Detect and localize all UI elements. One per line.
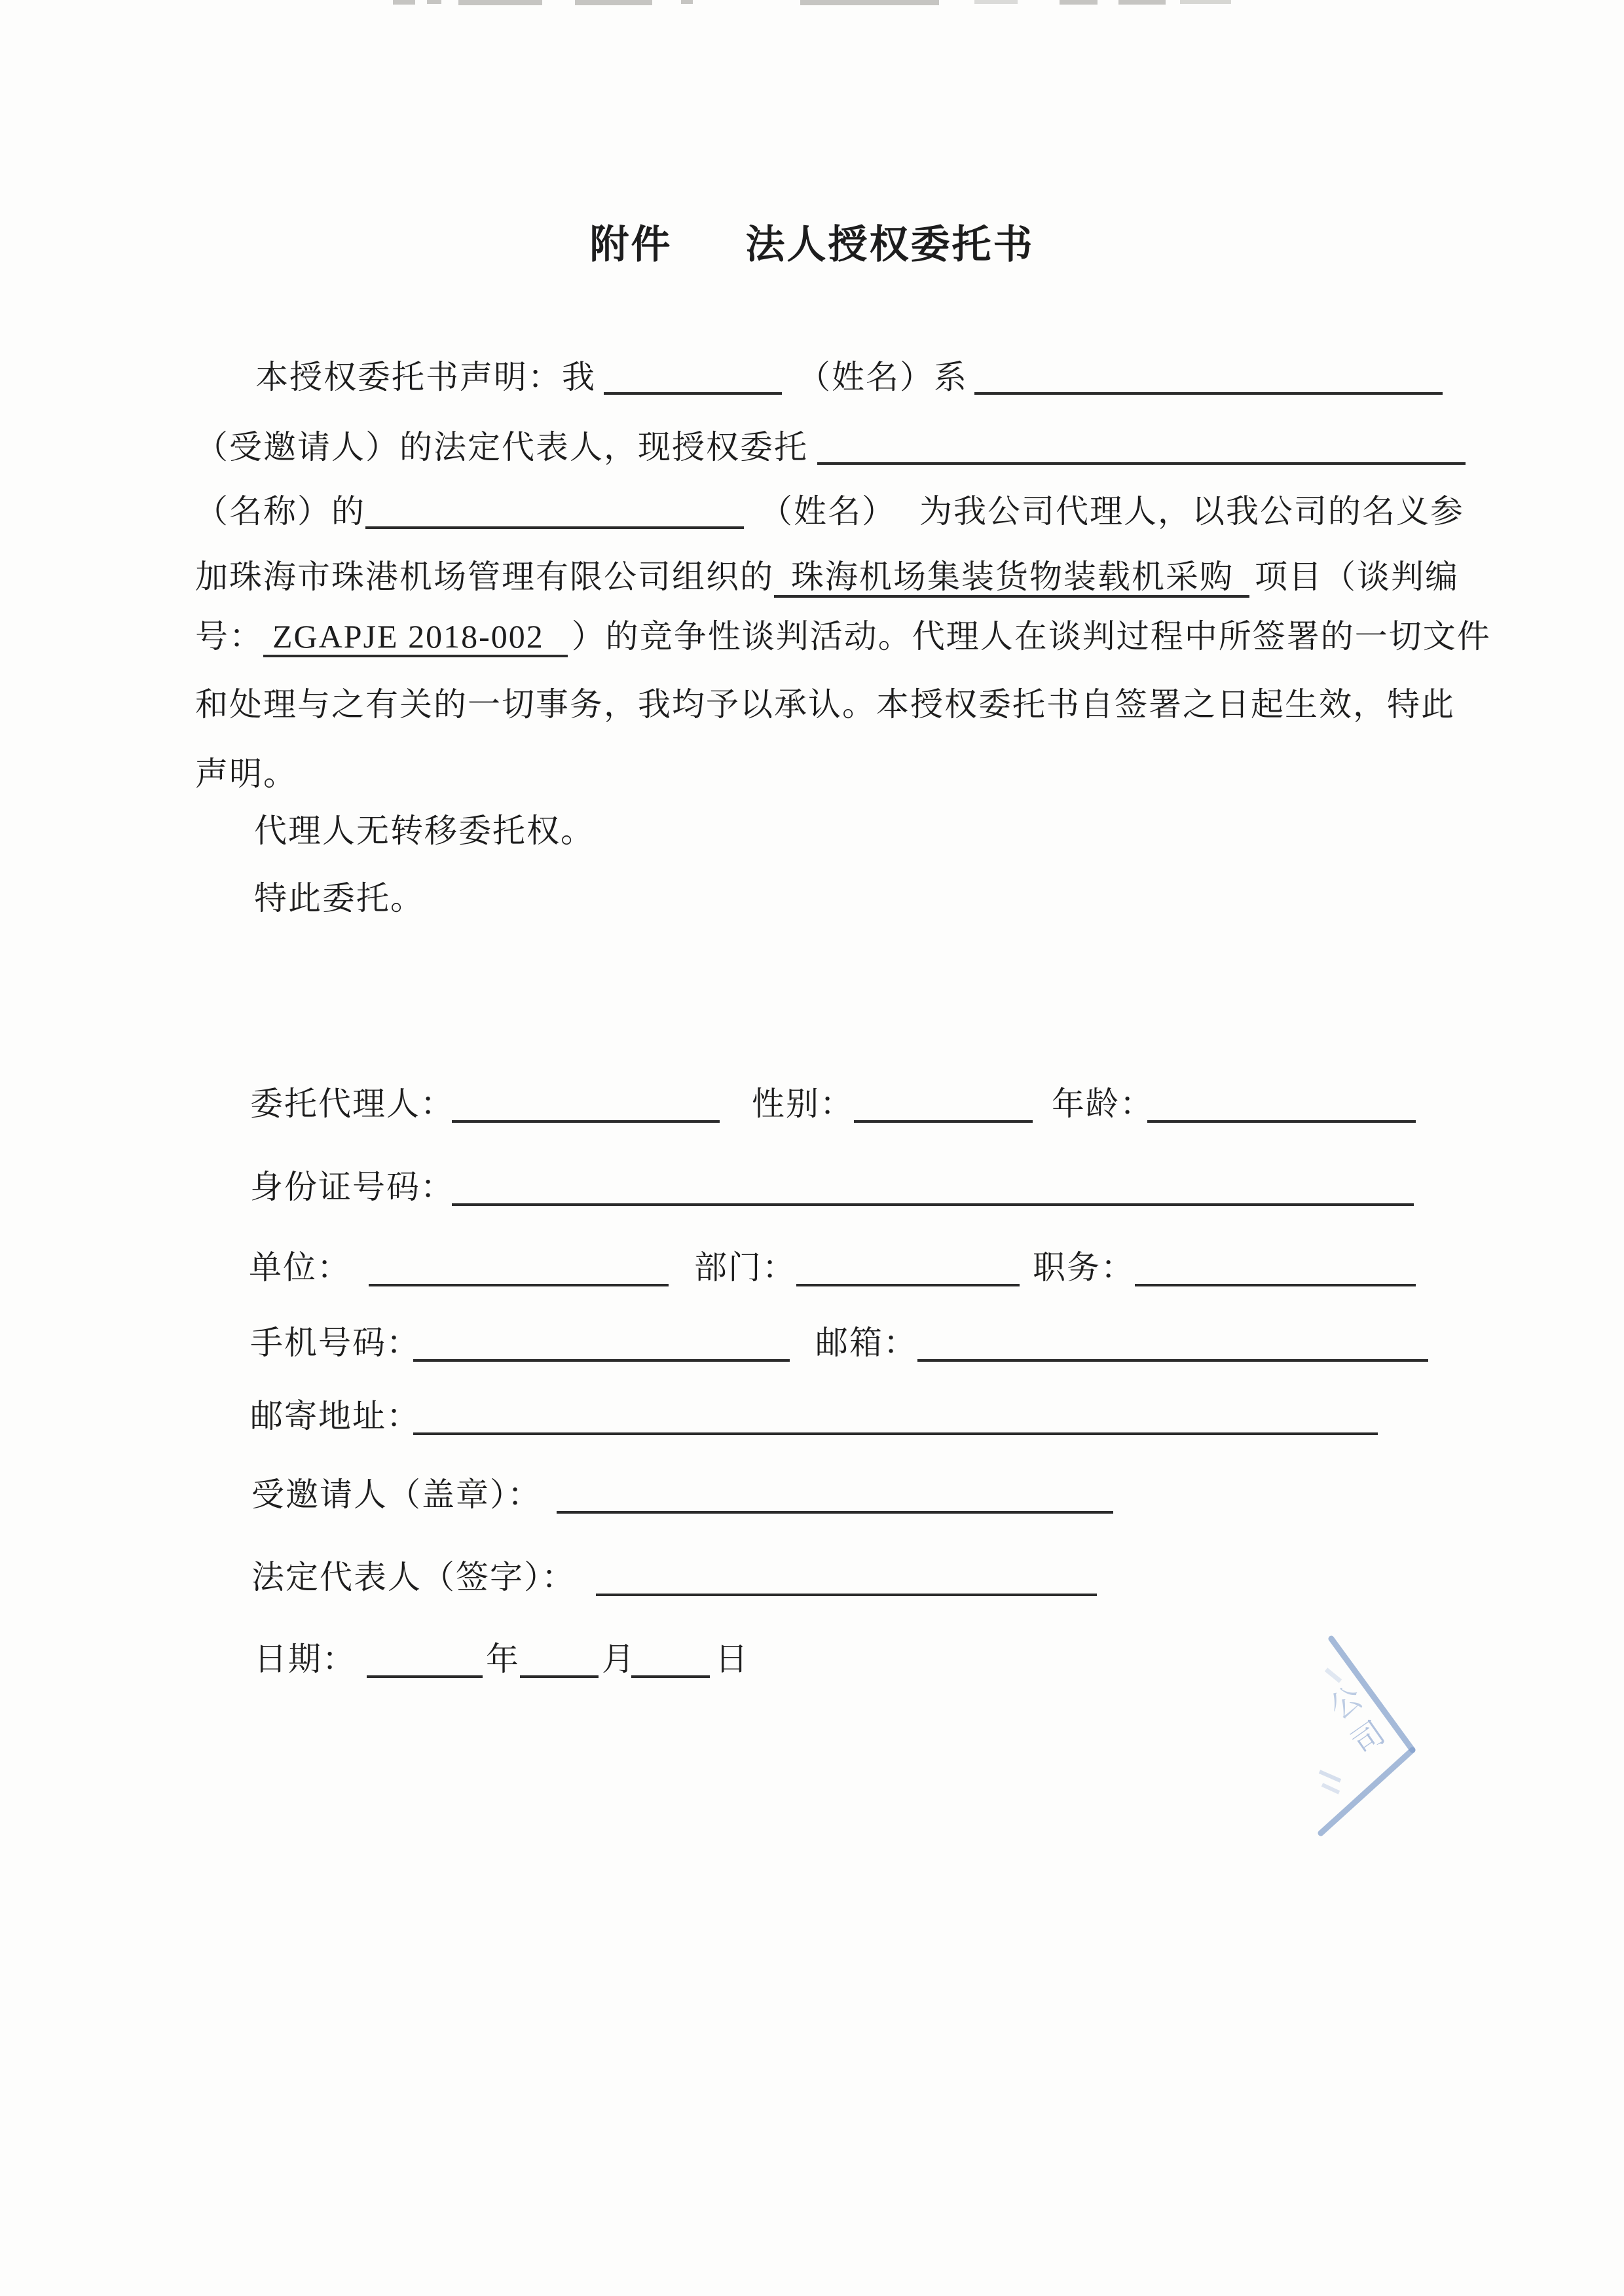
legal-rep-label: 法定代表人（签字）：	[251, 1559, 576, 1595]
form-row-mobile	[0, 1322, 1624, 1370]
scan-artifact	[974, 0, 1018, 4]
line1-name-hint: （姓名）系	[798, 359, 968, 395]
paragraph-line-9	[254, 877, 424, 919]
seal-char-si: 司	[1345, 1715, 1392, 1762]
paragraph-line-3	[195, 490, 1464, 532]
line4-text: 加珠海市珠港机场管理有限公司组织的	[195, 558, 774, 595]
month-label: 月	[602, 1641, 636, 1677]
scan-artifact	[1060, 0, 1098, 5]
paragraph-line-5	[195, 615, 1491, 657]
legal-rep-blank	[596, 1557, 1097, 1596]
scan-artifact	[575, 0, 652, 5]
age-blank	[1147, 1084, 1416, 1123]
email-blank	[917, 1322, 1428, 1362]
age-label: 年龄：	[1052, 1085, 1154, 1122]
paragraph-line-6	[195, 683, 1455, 725]
year-blank	[367, 1639, 483, 1678]
paragraph-line-4	[195, 556, 1459, 598]
gender-blank	[854, 1084, 1033, 1123]
scan-artifact	[1118, 0, 1166, 5]
paragraph-line-1	[255, 355, 1443, 398]
agent-label: 委托代理人：	[250, 1085, 454, 1122]
department-label: 部门：	[694, 1249, 796, 1286]
invitee-seal-label: 受邀请人（盖章）：	[251, 1476, 542, 1513]
negotiation-code-underlined: ZGAPJE 2018-002	[263, 615, 568, 657]
form-row-agent	[0, 1084, 1624, 1131]
paragraph-line-2	[195, 426, 1466, 468]
line4-post-text: 项目（谈判编	[1255, 558, 1459, 595]
form-row-invitee-seal	[0, 1474, 1624, 1522]
line2-text: （受邀请人）的法定代表人，现授权委托	[195, 429, 808, 465]
line8-text: 代理人无转移委托权。	[254, 812, 595, 849]
company-blank	[974, 362, 1443, 395]
day-blank	[631, 1639, 710, 1678]
invitee-seal-blank	[557, 1474, 1113, 1514]
attachment-label: 附件	[589, 223, 673, 266]
seal-char-gong: 公	[1323, 1680, 1369, 1727]
scan-artifact	[427, 0, 441, 4]
line5-text: 号：	[195, 618, 263, 655]
scan-artifact	[800, 0, 939, 5]
scan-artifact	[393, 0, 415, 5]
form-row-id	[0, 1167, 1624, 1214]
department-blank	[796, 1247, 1020, 1286]
project-name-underlined: 珠海机场集装货物装载机采购	[774, 556, 1249, 598]
day-label: 日	[715, 1641, 749, 1677]
line1-text: 本授权委托书声明：我	[255, 359, 596, 395]
id-blank	[452, 1167, 1414, 1206]
email-label: 邮箱：	[815, 1324, 917, 1361]
scan-artifact	[1180, 0, 1231, 4]
agent-blank	[452, 1084, 720, 1123]
paragraph-line-7	[195, 753, 297, 795]
mobile-blank	[413, 1322, 790, 1362]
form-row-company	[0, 1247, 1624, 1294]
scan-artifact	[681, 0, 693, 4]
seal-faint-ink-trace	[1326, 1669, 1340, 1681]
address-label: 邮寄地址：	[250, 1398, 420, 1434]
line7-text: 声明。	[195, 756, 297, 792]
page-title	[0, 213, 1624, 270]
line9-text: 特此委托。	[254, 880, 424, 917]
address-blank	[413, 1396, 1378, 1435]
form-row-address	[0, 1396, 1624, 1443]
line5-post-text: ）的竞争性谈判活动。代理人在谈判过程中所签署的一切文件	[571, 618, 1491, 655]
seal-faint-ink-trace	[1320, 1772, 1340, 1781]
line3-post-text: 为我公司代理人，以我公司的名义参	[919, 493, 1464, 530]
document-title-text: 法人授权委托书	[745, 223, 1035, 266]
mobile-label: 手机号码：	[250, 1324, 420, 1361]
position-label: 职务：	[1033, 1249, 1135, 1286]
position-blank	[1135, 1247, 1416, 1286]
gender-label: 性别：	[752, 1085, 854, 1122]
line6-text: 和处理与之有关的一切事务，我均予以承认。本授权委托书自签署之日起生效，特此	[195, 686, 1455, 723]
month-blank	[520, 1639, 599, 1678]
form-row-legal-rep	[0, 1557, 1624, 1604]
delegate-blank	[817, 432, 1466, 465]
date-label: 日期：	[254, 1641, 356, 1677]
name-blank	[604, 362, 782, 395]
seal-faint-ink-trace	[1322, 1785, 1339, 1793]
company-label: 单位：	[249, 1249, 351, 1286]
line3-text: （名称）的	[195, 493, 365, 530]
id-label: 身份证号码：	[250, 1169, 454, 1205]
scan-artifact	[458, 0, 542, 5]
company-seal-stamp	[1293, 1616, 1437, 1851]
line3-name-hint: （姓名）	[760, 493, 896, 530]
agent-name-blank	[365, 496, 744, 529]
year-label: 年	[486, 1641, 520, 1677]
company-blank	[369, 1247, 669, 1286]
paragraph-line-8	[254, 810, 595, 852]
